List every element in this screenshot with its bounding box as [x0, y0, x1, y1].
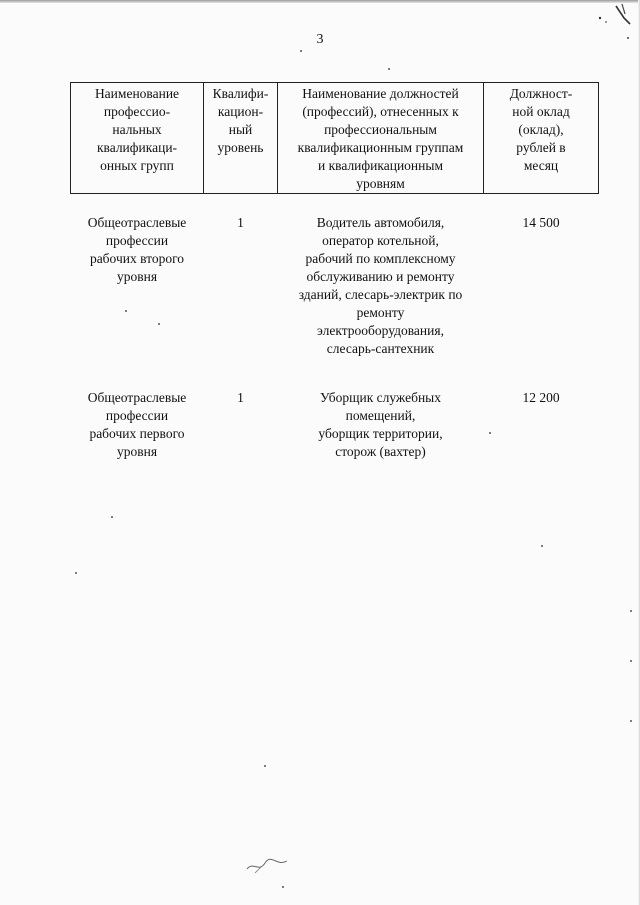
salary-table	[70, 82, 599, 461]
page-number: 3	[316, 32, 324, 47]
scan-speck	[630, 610, 632, 612]
scan-speck	[264, 765, 266, 767]
cell-professional-group: Общеотраслевые профессии рабочих второго уровня	[87, 215, 187, 284]
scan-speck	[125, 310, 127, 312]
cell-salary: 12 200	[522, 390, 560, 405]
scan-speck	[489, 432, 491, 434]
scan-speck	[111, 516, 113, 518]
table-row	[71, 194, 599, 370]
cell-positions: Водитель автомобиля, оператор котельной, рабочий по комплексному обслуживанию и ремонту зданий, слесарь-электрик по ремонту электрооборудования, слесарь-сантехник	[298, 215, 463, 356]
cell-qualification-level: 1	[237, 390, 244, 405]
header-positions: Наименование должностей (профессий), отнесенных к профессиональным квалификационным группам и квалификационным уровням	[278, 83, 484, 194]
scan-speck	[630, 660, 632, 662]
table-body	[71, 194, 599, 462]
scan-speck	[300, 50, 302, 52]
table-header	[71, 83, 599, 194]
scan-speck	[282, 886, 284, 888]
header-salary: Должност- ной оклад (оклад), рублей в месяц	[484, 83, 599, 194]
scan-speck	[388, 68, 390, 70]
header-professional-group: Наименование профессио- нальных квалификаци- онных групп	[71, 83, 204, 194]
cell-positions: Уборщик служебных помещений, уборщик территории, сторож (вахтер)	[318, 390, 443, 459]
scan-scribble-mark	[243, 855, 293, 877]
table-row	[71, 369, 599, 461]
scan-speck	[630, 720, 632, 722]
table-header-row	[71, 83, 599, 194]
scan-speck	[75, 572, 77, 574]
cell-qualification-level: 1	[237, 215, 244, 230]
scan-speck	[541, 545, 543, 547]
scan-speck	[158, 323, 160, 325]
cell-salary: 14 500	[522, 215, 560, 230]
cell-professional-group: Общеотраслевые профессии рабочих первого уровня	[87, 390, 187, 459]
scan-top-edge	[0, 0, 640, 3]
header-qualification-level: Квалифи- кацион- ный уровень	[204, 83, 278, 194]
